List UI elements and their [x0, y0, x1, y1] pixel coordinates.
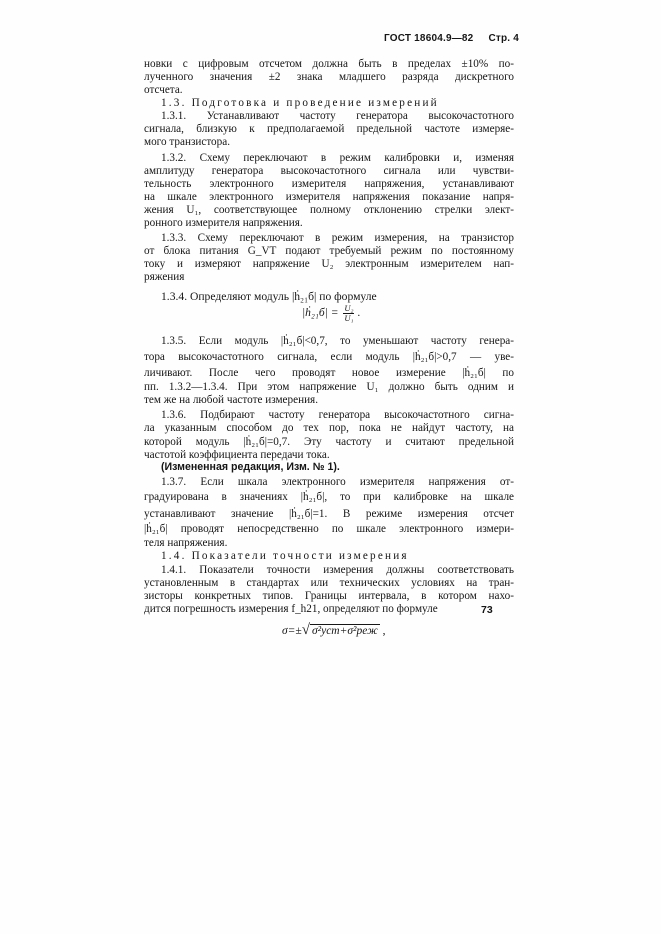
- formula-tail: .: [357, 307, 361, 320]
- page-label: Стр. 4: [488, 33, 519, 44]
- text-line: теля напряжения.: [144, 537, 228, 549]
- standard-number: ГОСТ 18604.9—82: [384, 33, 474, 44]
- text-line: дится погрешность измерения f_h21, определяют по формуле: [144, 603, 438, 615]
- text-line: градуирована в значениях |ḣ₂₁б|, то при калибровке на шкале: [144, 491, 514, 503]
- text-line: частотой коэффициента передачи тока.: [144, 449, 330, 461]
- text-line: ронного измерителя напряжения.: [144, 217, 303, 229]
- text-line: 1.3.1. Устанавливают частоту генератора высокочастотного: [161, 110, 514, 122]
- text-line: току и измеряют напряжение U₂ электронным измерителем нап-: [144, 258, 514, 270]
- text-line: |ḣ₂₁б| проводят непосредственно по шкале электронного измери-: [144, 523, 514, 535]
- text-line: 1.3.4. Определяют модуль |ḣ₂₁б| по формуле: [161, 290, 377, 303]
- text-line: на шкале электронного измерителя напряжения показание напря-: [144, 191, 514, 203]
- text-line: мого транзистора.: [144, 136, 231, 148]
- text-line: устанавливают значение |ḣ₂₁б|=1. В режиме измерения отсчет: [144, 508, 514, 520]
- section-heading: 1.3. Подготовка и проведение измерений: [161, 97, 439, 109]
- text-line: от блока питания G_VT подают требуемый режим по постоянному: [144, 245, 514, 257]
- text-line: амплитуду генератора высокочастотного сигнала или чувстви-: [144, 165, 514, 177]
- section-heading: 1.4. Показатели точности измерения: [161, 550, 409, 562]
- text-line: 1.3.6. Подбирают частоту генератора высокочастотного сигна-: [161, 409, 514, 421]
- text-line: лученного значения ±2 знака младшего разряда дискретного: [144, 71, 514, 83]
- text-line: 1.3.2. Схему переключают в режим калибровки и, изменяя: [161, 152, 514, 164]
- formula-sigma-lhs: σ=±: [282, 625, 302, 637]
- formula-equals: =: [330, 307, 339, 320]
- formula-sigma: [282, 622, 386, 639]
- formula-radicand: σ²уст+σ²реж: [311, 625, 378, 637]
- page-number: 73: [481, 604, 493, 616]
- formula-numerator: U₂: [344, 303, 354, 313]
- text-line: тора высокочастотного сигнала, если модуль |ḣ₂₁б|>0,7 — уве-: [144, 351, 514, 363]
- formula-sigma-tail: ,: [382, 625, 386, 637]
- amendment-note: (Измененная редакция, Изм. № 1).: [161, 461, 340, 473]
- formula-denominator: U₁: [344, 313, 354, 323]
- text-line: личивают. После чего проводят новое измерение |ḣ₂₁б| по: [144, 367, 514, 379]
- sqrt-sign-icon: √: [301, 622, 310, 638]
- text-line: установленным в стандартах или технических условиях на тран-: [144, 577, 514, 589]
- text-line: тем же на любой частоте измерения.: [144, 394, 319, 406]
- text-line: жения U₁, соответствующее полному отклонению стрелки элект-: [144, 204, 514, 216]
- text-line: сигнала, близкую к предполагаемой предельной частоте измеряе-: [144, 123, 514, 135]
- text-line: 1.3.5. Если модуль |ḣ₂₁б|<0,7, то уменьшают частоту генера-: [161, 335, 514, 347]
- text-line: которой модуль |ḣ₂₁б|=0,7. Эту частоту и считают предельной: [144, 436, 514, 448]
- text-line: 1.3.3. Схему переключают в режим измерения, на транзистор: [161, 232, 514, 244]
- text-line: ла указанным способом до тех пор, пока не найдут частоту, на: [144, 422, 514, 434]
- formula-lhs: |ḣ₂₁б|: [302, 307, 328, 320]
- text-line: зисторы конкретных типов. Границы интервала, в котором нахо-: [144, 590, 514, 602]
- text-line: ряжения: [144, 271, 185, 283]
- text-line: тельность электронного измерителя напряжения, устанавливают: [144, 178, 514, 190]
- page-header: [384, 33, 519, 44]
- text-line: 1.3.7. Если шкала электронного измерителя напряжения от-: [161, 476, 514, 488]
- formula-modulus: [302, 304, 360, 323]
- text-line: отсчета.: [144, 84, 183, 96]
- text-line: пп. 1.3.2—1.3.4. При этом напряжение U₁ должно быть одним и: [144, 381, 514, 393]
- text-line: 1.4.1. Показатели точности измерения должны соответствовать: [161, 564, 514, 576]
- formula-fraction: [343, 304, 354, 323]
- text-line: новки с цифровым отсчетом должна быть в пределах ±10% по-: [144, 58, 514, 70]
